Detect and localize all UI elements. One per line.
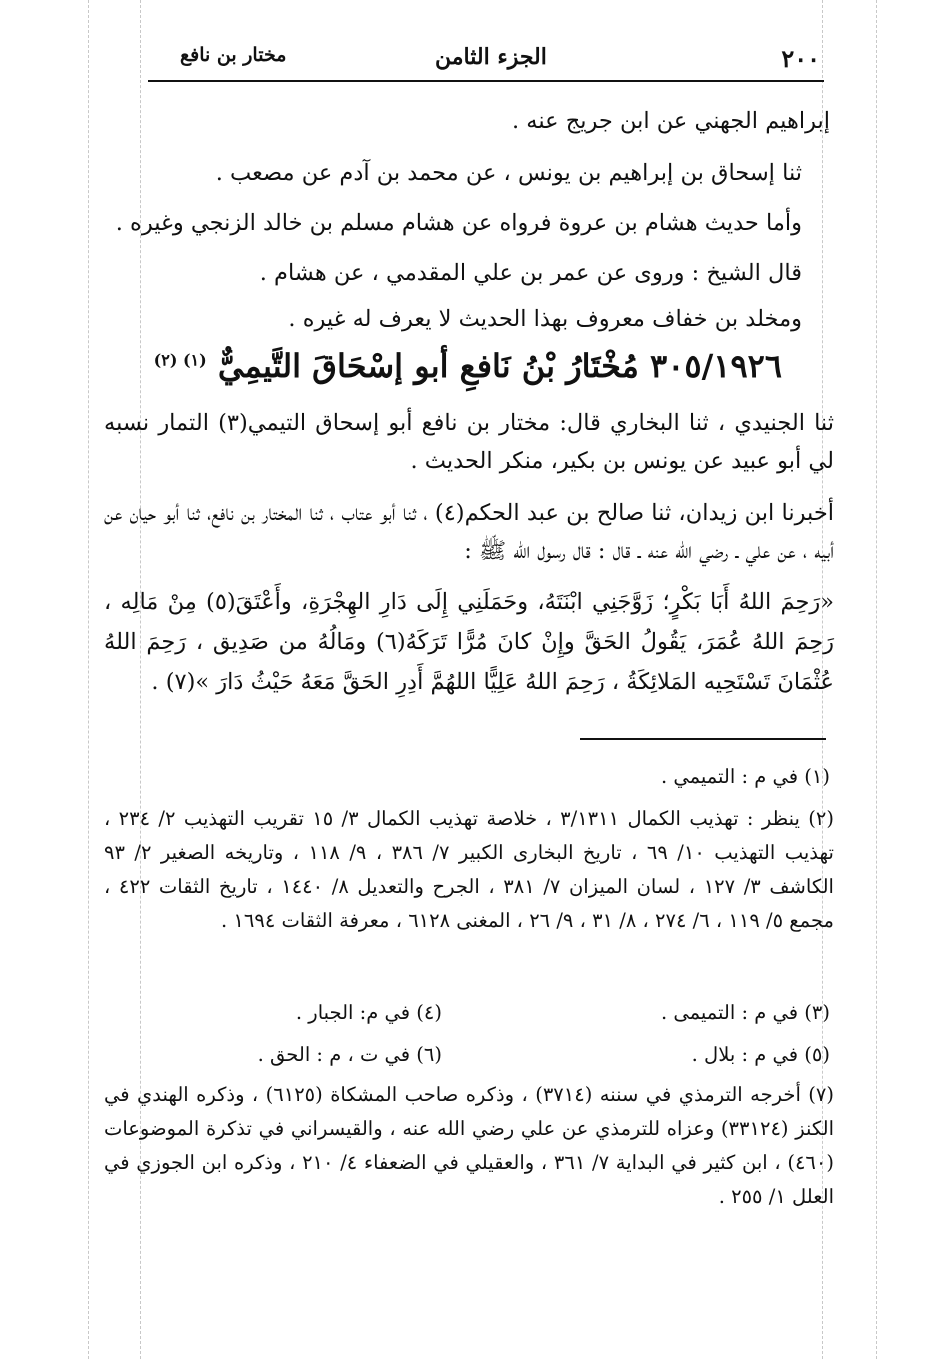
footnote-1: (١) في م : التميمي . <box>660 765 830 788</box>
volume-title: الجزء الثامن <box>435 44 547 70</box>
page-header <box>150 40 824 80</box>
body-line-3: وأما حديث هشام بن عروة فرواه عن هشام مسلم بن خالد الزنجي وغيره . <box>115 210 802 236</box>
footnote-rule <box>580 738 826 740</box>
paragraph-1: ثنا الجنيدي ، ثنا البخاري قال: مختار بن نافع أبو إسحاق التيمي(٣) التمار نسبه لي أبو عبيد عن يونس بن بكير، منكر الحديث . <box>104 410 834 474</box>
header-rule <box>148 80 824 82</box>
footnote-3: (٣) في م : التميمى . <box>660 1001 830 1024</box>
entry-title <box>153 340 782 392</box>
entry-title-footnote-refs: (١) (٢) <box>153 350 207 370</box>
footnote-6: (٦) في ت ، م : الحق . <box>257 1043 442 1066</box>
body-line-2: ثنا إسحاق بن إبراهيم بن يونس ، عن محمد بن آدم عن مصعب . <box>215 160 802 186</box>
running-title: مختار بن نافع <box>180 44 287 66</box>
body-line-5: ومخلد بن خفاف معروف بهذا الحديث لا يعرف له غيره . <box>288 306 802 332</box>
footnote-4: (٤) في م: الجبار . <box>295 1001 442 1024</box>
entry-title-text: ٣٠٥/١٩٢٦ مُخْتَارُ بْنُ نَافعِ أبو إسْحَاقَ التَّيمِيٌّ <box>217 347 782 385</box>
footnote-2: (٢) ينظر : تهذيب الكمال ٣/١٣١١ ، خلاصة تهذيب الكمال ٣/ ١٥ تقريب التهذيب ٢/ ٢٣٤ ، تهذيب التهذيب ١٠/ ٦٩ ، تاريخ البخارى الكبير ٧/ ٣٨٦ ، ٩/ ١١٨ ، وتاريخه الصغير ٢/ ٩٣ الكاشف ٣/ ١٢٧ ، لسان الميزان ٧/ ٣٨١ ، الجرح والتعديل ٨/ ١٤٤٠ ، تاريخ الثقات ٤٢٢ ، مجمع ٥/ ١١٩ ، ٦/ ٢٧٤ ، ٨/ ٣١ ، ٩/ ٢٦ ، المغنى ٦١٢٨ ، معرفة الثقات ١٦٩٤ . <box>104 807 834 932</box>
footnote-7: (٧) أخرجه الترمذي في سننه (٣٧١٤) ، وذكره صاحب المشكاة (٦١٢٥) ، وذكره الهندي في الكنز (٣٣١٢٤) وعزاه للترمذي عن علي رضي الله عنه ، والقيسراني في تذكرة الموضوعات (٤٦٠) ، ابن كثير في البداية ٧/ ٣٦١ ، والعقيلي في الضعفاء ٤/ ٢١٠ ، وذكره ابن الجوزي في العلل ١/ ٢٥٥ . <box>104 1083 834 1208</box>
scan-guide-line-left <box>88 0 89 1359</box>
footnote-5: (٥) في م : بلال . <box>691 1043 830 1066</box>
paragraph-2: أخبرنا ابن زيدان، ثنا صالح بن عبد الحكم(٤) ، ثنا أبو عتاب ، ثنا المختار بن نافع، ثنا أبو حيان عن أبيه ، عن علي ـ رضي الله عنه ـ قال : قال رسول الله ﷺ : <box>104 500 834 564</box>
hadith-text: «رَحِمَ اللهُ أَبَا بَكْرٍ؛ زَوَّجَنِي ابْنَتَهُ، وحَمَلَنِي إِلَى دَارِ الهِجْرَةِ، وأَعْتَقَ(٥) مِنْ مَالِه ، رَحِمَ اللهُ عُمَرَ، يَقُولُ الحَقَّ وإِنْ كانَ مُرًّا تَرَكَهُ(٦) ومَالُهُ من صَدِيق ، رَحِمَ اللهُ عُثْمَانَ تَسْتَحِيه المَلائِكَةُ ، رَحِمَ اللهُ عَلِيًّا اللهُمَّ أَدِرِ الحَقَّ مَعَهُ حَيْثُ دَارَ »(٧) . <box>104 589 834 695</box>
body-line-4: قال الشيخ : وروى عن عمر بن علي المقدمي ، عن هشام . <box>259 260 802 286</box>
scan-guide-line-right <box>876 0 877 1359</box>
body-line-1: إبراهيم الجهني عن ابن جريج عنه . <box>512 108 830 134</box>
page-number: ٢٠٠ <box>781 44 820 73</box>
